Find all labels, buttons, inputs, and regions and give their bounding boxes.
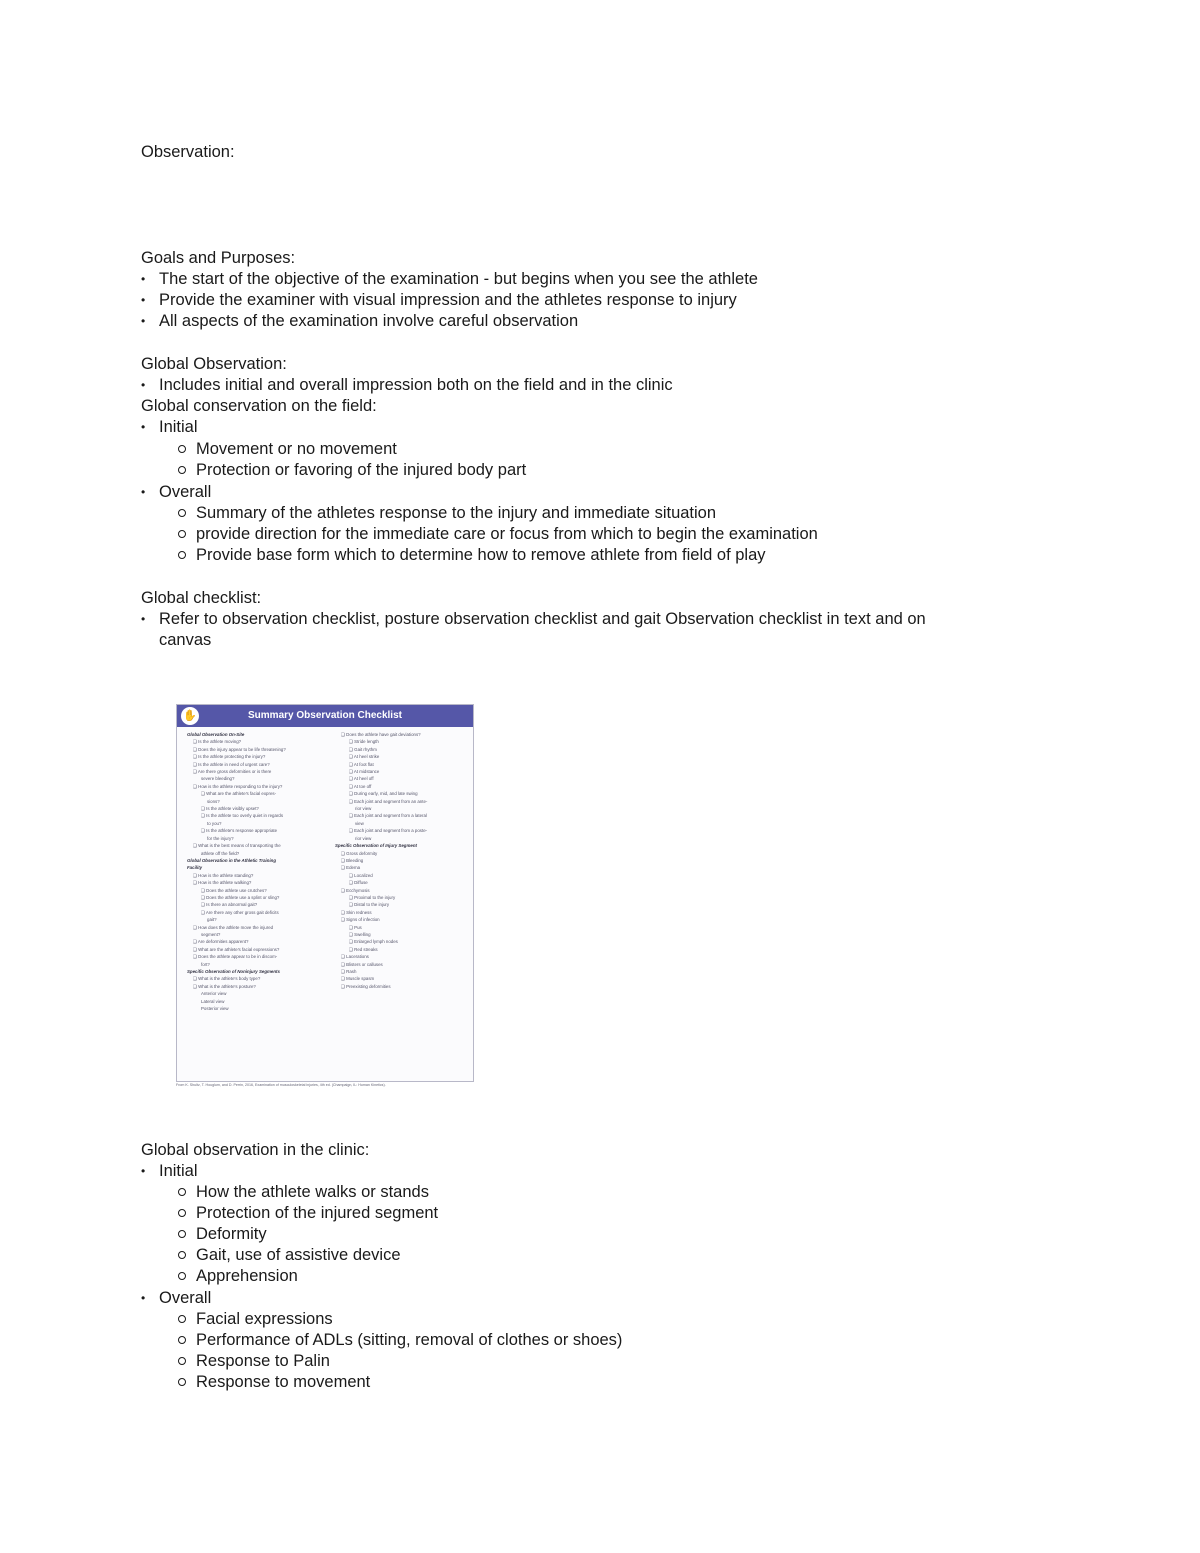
global-observation-heading: Global Observation: xyxy=(141,355,287,373)
figure-checklist-item: ❑ Gait rhythm xyxy=(349,746,377,752)
figure-checklist-item: ❑ Muscle spasm xyxy=(341,976,375,982)
figure-checklist-item: ❑ Is there an abnormal gait? xyxy=(201,902,258,908)
figure-checklist-item: ❑ Enlarged lymph nodes xyxy=(349,939,398,945)
figure-credit: From K. Shultz, T. Houglum, and D. Perrin, 2016, Examination of musculoskeletal injuries, 4th ed. (Champaign, IL: Human Kinetics). xyxy=(176,1083,386,1087)
figure-checklist-item: ❑ What is the athlete's posture? xyxy=(193,983,256,989)
figure-checklist-item: ❑ Ecchymosis xyxy=(341,887,370,893)
figure-checklist-item: ❑ Each joint and segment from a poste- xyxy=(349,828,428,834)
figure-checklist-item: ❑ Is the athlete moving? xyxy=(193,739,242,745)
figure-checklist-item: segment? xyxy=(201,931,221,937)
figure-section-heading: Specific Observation of Noninjury Segments xyxy=(187,969,280,974)
figure-checklist-item: ❑ How is the athlete responding to the injury? xyxy=(193,783,283,789)
clinic-heading: Global observation in the clinic: xyxy=(141,1141,370,1159)
figure-checklist-item: athlete off the field? xyxy=(201,850,240,856)
hand-logo-icon: ✋ xyxy=(181,707,199,725)
list-item-continuation: canvas xyxy=(159,631,212,649)
figure-checklist-item: ❑ Stride length xyxy=(349,739,379,745)
figure-checklist-item: ❑ Is the athlete protecting the injury? xyxy=(193,754,266,760)
figure-checklist-item: Anterior view xyxy=(201,991,227,997)
figure-checklist-item: ❑ At heel off xyxy=(349,776,374,782)
figure-section-heading: Global Observation On-Site xyxy=(187,732,245,737)
figure-checklist-item: ❑ At midstance xyxy=(349,769,380,775)
figure-checklist-item: ❑ At foot flat xyxy=(349,761,374,767)
figure-header xyxy=(177,705,473,727)
figure-checklist-item: ❑ How is the athlete standing? xyxy=(193,872,254,878)
figure-checklist-item: ❑ Rash xyxy=(341,969,357,974)
figure-title: Summary Observation Checklist xyxy=(248,710,402,721)
figure-checklist-item: ❑ Swelling xyxy=(349,931,371,937)
figure-checklist-item: ❑ Is the athlete in need of urgent care? xyxy=(193,761,270,767)
figure-checklist-item: Posterior view xyxy=(201,1006,229,1012)
figure-checklist-item: severe bleeding? xyxy=(201,776,235,782)
figure-checklist-item: gait? xyxy=(207,917,217,923)
figure-section-heading: Specific Observation of Injury Segment xyxy=(335,843,417,849)
field-heading: Global conservation on the field: xyxy=(141,397,377,415)
figure-checklist-item: ❑ Each joint and segment from an ante- xyxy=(349,798,428,804)
figure-checklist-item: ❑ How does the athlete move the injured xyxy=(193,924,274,930)
figure-checklist-item: ❑ Preexisting deformities xyxy=(341,983,391,989)
summary-observation-checklist-image xyxy=(176,704,474,1082)
figure-checklist-item: ❑ What is the best means of transporting the xyxy=(193,843,281,849)
figure-checklist-item: rior view xyxy=(355,835,372,841)
figure-checklist-item: ❑ Lacerations xyxy=(341,954,369,960)
figure-checklist-item: ❑ Edema xyxy=(341,865,361,871)
figure-checklist-item: ❑ Are there any other gross gait deficits xyxy=(201,909,279,915)
figure-checklist-item: ❑ Does the injury appear to be life threatening? xyxy=(193,746,286,752)
figure-checklist-item: ❑ Red streaks xyxy=(349,946,378,952)
figure-checklist-item: ❑ Pus xyxy=(349,924,362,930)
figure-right-column xyxy=(335,731,474,990)
figure-checklist-item: ❑ Distal to the injury xyxy=(349,902,390,908)
checklist-heading: Global checklist: xyxy=(141,589,262,607)
figure-checklist-item: for the injury? xyxy=(207,835,234,841)
figure-checklist-item: sions? xyxy=(207,798,220,804)
figure-checklist-item: ❑ Localized xyxy=(349,872,373,878)
figure-checklist-item: ❑ Does the athlete appear to be in discom- xyxy=(193,954,278,960)
figure-checklist-item: Lateral view xyxy=(201,998,225,1004)
figure-checklist-item: view xyxy=(355,820,364,826)
figure-section-heading: Global Observation in the Athletic Training xyxy=(187,857,277,863)
figure-checklist-item: ❑ Does the athlete use a splint or sling? xyxy=(201,894,280,900)
figure-checklist-item: ❑ Gross deformity xyxy=(341,850,378,856)
figure-checklist-item: ❑ Signs of infection xyxy=(341,917,380,923)
figure-checklist-item: ❑ Does the athlete have gait deviations? xyxy=(341,732,421,737)
figure-checklist-item: ❑ Skin redness xyxy=(341,909,372,915)
figure-checklist-item: ❑ What are the athlete's facial expres- xyxy=(201,791,277,797)
figure-checklist-item: ❑ Proximal to the injury xyxy=(349,894,396,900)
figure-checklist-item: ❑ What are the athlete's facial expressions? xyxy=(193,946,280,952)
figure-checklist-item: ❑ At heel strike xyxy=(349,754,380,760)
goals-heading: Goals and Purposes: xyxy=(141,249,296,267)
figure-checklist-item: ❑ Is the athlete too overly quiet in regards xyxy=(201,813,284,819)
figure-checklist-item: ❑ During early, mid, and late swing xyxy=(349,791,418,797)
figure-checklist-item: ❑ How is the athlete walking? xyxy=(193,880,252,886)
figure-checklist-item: ❑ Does the athlete use crutches? xyxy=(201,887,267,893)
figure-checklist-item: ❑ At toe off xyxy=(349,783,372,789)
figure-section-heading: Facility xyxy=(187,865,203,871)
figure-checklist-item: ❑ Diffuse xyxy=(349,880,368,886)
figure-checklist-item: ❑ Are deformities apparent? xyxy=(193,939,249,945)
figure-checklist-item: ❑ Each joint and segment from a lateral xyxy=(349,813,427,819)
figure-checklist-item: fort? xyxy=(201,961,210,967)
figure-checklist-item: ❑ Is the athlete visibly upset? xyxy=(201,806,259,812)
figure-checklist-item: ❑ What is the athlete's body type? xyxy=(193,976,261,982)
page-heading: Observation: xyxy=(141,143,235,161)
figure-checklist-item: ❑ Are there gross deformities or is there xyxy=(193,769,272,775)
figure-checklist-item: ❑ Is the athlete's response appropriate xyxy=(201,828,278,834)
document-page: Observation: Goals and Purposes: • The start of the objective of the examination - but begins when you see the athlete • Provide the examiner with visual impression and the athletes response to injury • All aspects of the examination involve careful observation Global Observation: • Includes initial and overall impression both on the field and in the clinic Global conservation on the field: • Initial Movement or no movement Protection or favoring of the injured body part • Overall Summary of the athletes response to the injury and immediate situation provide direction for the immediate care or focus from which to begin the examination Provide base form which to determine how to remove athlete from field of play Global checklist: • Refer to observation checklist, posture observation checklist and gait Observation checklist in text and on canvas Summary Observation Checklist ✋ Global Observation On-Site ❑ Is the athlete moving? ❑ Does the injury appear to be life threatening? ❑ Is the athlete protecting the injury? ❑ Is the athlete in need of urgent care? ❑ Are there gross deformities or is there severe bleeding? ❑ How is the athlete responding to the injury? ❑ What are the athlete's facial expres- sions? ❑ Is the athlete visibly upset? ❑ Is the athlete too overly quiet in regards to you? ❑ Is the athlete's response appropriate for the injury? ❑ What is the best means of transporting the athlete off the field? Global Observation in the Athletic Training Facility ❑ How is the athlete standing? ❑ How is the athlete walking? ❑ Does the athlete use crutches? ❑ Does the athlete use a splint or sling? ❑ Is there an abnormal gait? ❑ Are there any other gross gait deficits gait? ❑ How does the athlete move the injured segment? ❑ Are deformities apparent? ❑ What are the athlete's facial expressions? ❑ Does the athlete appear to be in discom- fort? Specific Observation of Noninjury Segments ❑ What is the athlete's body type? ❑ What is the athlete's posture? Anterior view Lateral view Posterior view ❑ Does the athlete have gait deviations? ❑ Stride length ❑ Gait rhythm ❑ At heel strike ❑ At foot flat ❑ At midstance ❑ At heel off ❑ At toe off ❑ During early, mid, and late swing ❑ Each joint and segment from an ante- rior view ❑ Each joint and segment from a lateral view ❑ Each joint and segment from a poste- rior view Specific Observation of Injury Segment ❑ Gross deformity ❑ Bleeding ❑ Edema ❑ Localized ❑ Diffuse ❑ Ecchymosis ❑ Proximal to the injury ❑ Distal to the injury ❑ Skin redness ❑ Signs of infection ❑ Pus ❑ Swelling ❑ Enlarged lymph nodes ❑ Red streaks ❑ Lacerations ❑ Blisters or calluses ❑ Rash ❑ Muscle spasm ❑ Preexisting deformities From K. Shultz, T. Houglum, and D. Perrin, 2016, Examination of musculoskeletal injuries, 4th ed. (Champaign, IL: Human Kinetics). Global observation in the clinic: • Initial How the athlete walks or stands Protection of the injured segment Deformity Gait, use of assistive device Apprehension • Overall Facial expressions Performance of ADLs (sitting, removal of clothes or shoes) Response to Palin Response to movement xyxy=(141,143,926,1391)
figure-checklist-item: ❑ Blisters or calluses xyxy=(341,961,383,967)
figure-left-column xyxy=(187,731,327,1012)
figure-checklist-item: rior view xyxy=(355,806,372,812)
figure-checklist-item: ❑ Bleeding xyxy=(341,857,364,863)
figure-checklist-item: to you? xyxy=(207,820,222,826)
